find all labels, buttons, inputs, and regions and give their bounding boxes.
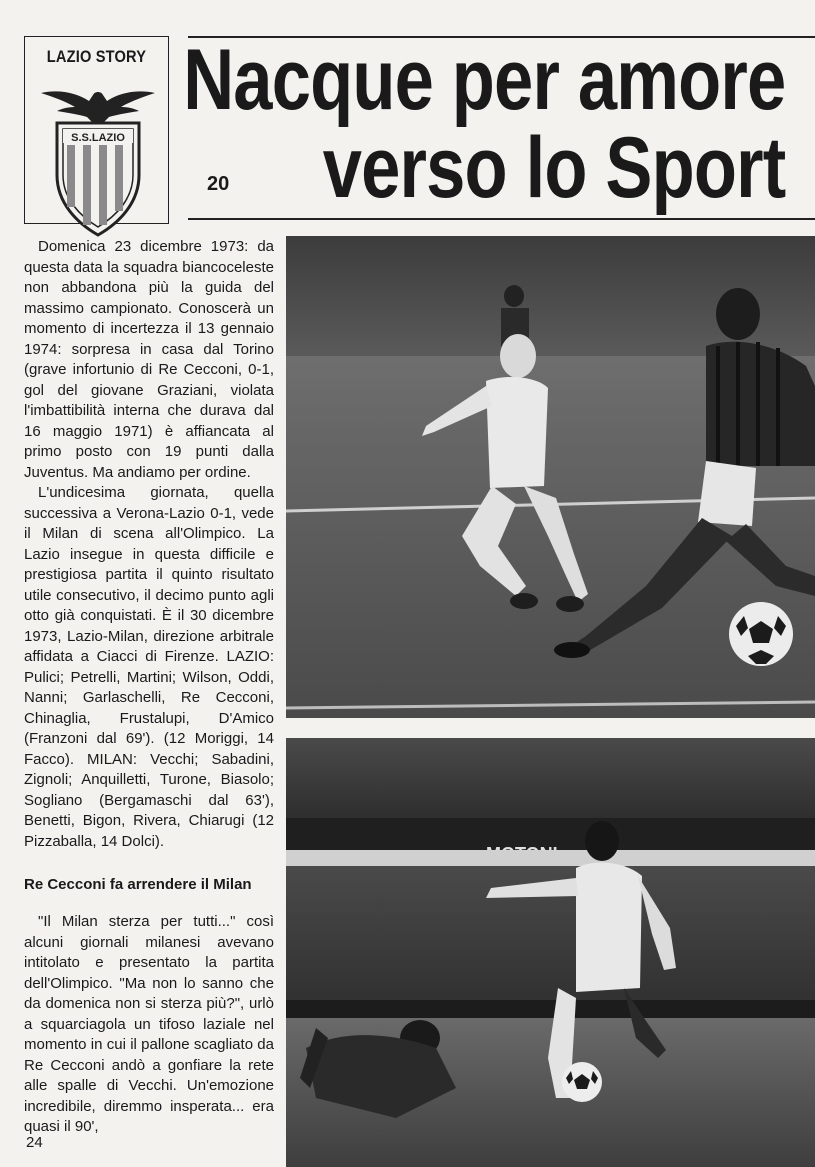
headline-line-1: Nacque per amore bbox=[182, 32, 785, 128]
logo-title: LAZIO STORY bbox=[46, 47, 147, 66]
lazio-eagle-shield-icon bbox=[39, 85, 157, 245]
match-photo-top-image bbox=[286, 236, 815, 718]
second-paragraph-1: "Il Milan sterza per tutti..." così alcuni giornali milanesi avevano intitolato e presentato la partita dell'Olimpico. "Ma non lo sanno che da domenica non si sterza più?", urlò a squarciagola un tifoso laziale nel momento in cui il pallone scagliato da Re Cecconi andò a gonfiare la rete alle spalle di Vecchi. Un'emozione incredibile, diremmo insperata... era quasi il 90', bbox=[24, 913, 274, 1135]
match-photo-bottom-image bbox=[286, 738, 815, 1167]
lazio-story-logo-box bbox=[24, 36, 169, 224]
issue-number: 20 bbox=[207, 173, 230, 195]
headline-line-2: verso lo Sport bbox=[322, 120, 785, 216]
header-bottom-rule bbox=[188, 218, 815, 220]
headline bbox=[182, 32, 785, 216]
shield-text: S.S.LAZIO bbox=[71, 132, 125, 144]
page-number: 24 bbox=[26, 1134, 43, 1151]
lead-paragraph-1: Domenica 23 dicembre 1973: da questa data la squadra biancoceleste non abbandona più la guida del massimo campionato. Conoscerà un momento di incertezza il 13 gennaio 1974: sorpresa in casa dal Torino (grave infortunio di Re Cecconi, 0-1, gol del giovane Graziani, violata l'imbattibilità interna che durava dal 16 maggio 1971) è affiancata al primo posto con 19 punti dalla Juventus. Ma andiamo per ordine. bbox=[24, 238, 274, 481]
article-subheading: Re Cecconi fa arrendere il Milan bbox=[24, 876, 252, 893]
match-photo-bottom bbox=[286, 738, 815, 1167]
article-lead-column bbox=[24, 237, 274, 852]
lead-paragraph-2: L'undicesima giornata, quella successiva a Verona-Lazio 0-1, vede il Milan di scena all'Olimpico. La Lazio insegue in questa difficile e prestigiosa partita il quinto risultato utile consecutivo, il decimo punto agli otto già conquistati. È il 30 dicembre 1973, Lazio-Milan, direzione arbitrale affidata a Ciacci di Firenze. LAZIO: Pulici; Petrelli, Martini; Wilson, Oddi, Nanni; Garlaschelli, Re Cecconi, Chinaglia, Frustalupi, D'Amico (Franzoni dal 69'). (12 Moriggi, 14 Facco). MILAN: Vecchi; Sabadini, Zignoli; Anquilletti, Turone, Biasolo; Sogliano (Bergamaschi dal 63'), Benetti, Bigon, Rivera, Chiarugi (12 Pizzaballa, 14 Dolci). bbox=[24, 484, 274, 850]
article-second-column bbox=[24, 912, 274, 1138]
match-photo-top bbox=[286, 236, 815, 718]
